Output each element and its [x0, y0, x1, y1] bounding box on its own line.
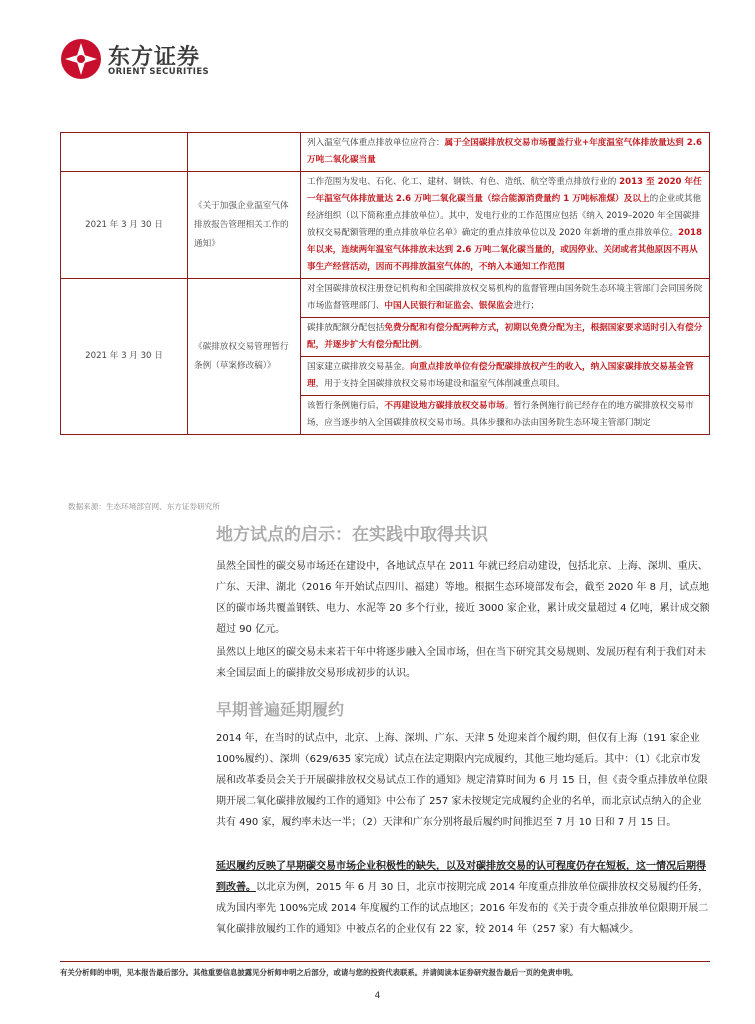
footer-divider [60, 961, 710, 962]
company-logo [60, 38, 220, 84]
policy-table [60, 132, 710, 435]
body-paragraph: 虽然以上地区的碳交易未来若干年中将逐步融入全国市场，但在当下研究其交易规则、发展历程有利于我们对未来全国层面上的碳排放交易形成初步的认识。 [216, 647, 706, 679]
page-number: 4 [374, 991, 381, 1001]
highlight-text: 中国人民银行和证监会、银保监会 [384, 301, 514, 311]
cell-text: 对全国碳排放权注册登记机构和全国碳排放权交易机构的监督管理由国务院生态环境主管部门会同国务院市场监督管理部门、 [307, 284, 703, 311]
cell-text: 。暂行条例施行前已经存在的地方碳排放权交易市场，应当逐步纳入全国碳排放权交易市场。具体步骤和办法由国务院生态环境主管部门制定 [307, 401, 694, 428]
orient-logo-icon [60, 38, 102, 80]
disclaimer-footer: 有关分析师的申明，见本报告最后部分。其他重要信息披露见分析师申明之后部分，或请与您的投资代表联系。并请阅读本证券研究报告最后一页的免责申明。 [60, 968, 578, 977]
logo-name-en: ORIENT SECURITIES [108, 67, 210, 77]
table-cell-content [301, 172, 710, 279]
cell-text: 该暂行条例施行后， [307, 401, 385, 411]
table-cell-date: 2021 年 3 月 30 日 [61, 279, 188, 435]
subsection-heading: 早期普遍延期履约 [216, 700, 345, 719]
table-cell-name: 《碳排放权交易管理暂行条例（草案修改稿）》 [188, 279, 301, 435]
cell-text: 的企业或其他经济组织（以下简称重点排放单位）。其中，发电行业的工作范围应包括《纳入 2019–2020 年全国碳排放权交易配额管理的重点排放单位名单》确定的重点排放单位以及 2020 年新增的重点排放单位。 [307, 194, 702, 238]
body-paragraph [216, 856, 710, 940]
table-cell-content [301, 396, 710, 435]
table-cell-name: 《关于加强企业温室气体排放报告管理相关工作的通知》 [188, 172, 301, 279]
body-paragraph: 虽然全国性的碳交易市场还在建设中，各地试点早在 2011 年就已经启动建设，包括北京、上海、深圳、重庆、广东、天津、湖北（2016 年开始试点四川、福建）等地。根据生态环境部发布会，截至 2020 年 8 月，试点地区的碳市场共覆盖钢铁、电力、水泥等 20 多个行业，接近 3000 家企业，累计成交量超过 4 亿吨，累计成交额超过 90 亿元。 [216, 561, 710, 635]
highlight-text: 2018 年以来，连续两年温室气体排放未达到 2.6 万吨二氧化碳当量的，或因停业、关闭或者其他原因不再从事生产经营活动，因而不再排放温室气体的，不纳入本通知工作范围 [307, 228, 703, 272]
table-cell-content [301, 318, 710, 357]
table-cell-name [188, 133, 301, 172]
highlight-text: 向重点排放单位有偿分配碳排放权产生的收入，纳入国家碳排放交易基金管理 [307, 362, 694, 389]
table-cell-date: 2021 年 3 月 30 日 [61, 172, 188, 279]
table-cell-date [61, 133, 188, 172]
table-source-note: 数据来源：生态环境部官网、东方证券研究所 [68, 502, 220, 511]
cell-text: 进行； [513, 301, 540, 311]
highlight-text: 属于全国碳排放权交易市场覆盖行业+年度温室气体排放量达到 2.6 万吨二氧化碳当量 [307, 138, 702, 165]
highlight-text: 免费分配和有偿分配两种方式，初期以免费分配为主，根据国家要求适时引入有偿分配，并逐步扩大有偿分配比例 [307, 323, 703, 350]
cell-text: 国家建立碳排放交易基金。 [307, 362, 411, 372]
highlight-text: 不再建设地方碳排放权交易市场 [384, 401, 505, 411]
table-row [61, 172, 710, 279]
table-cell-content [301, 133, 710, 172]
logo-name-cn: 东方证券 [108, 45, 201, 70]
table-row [61, 279, 710, 318]
cell-text: 工作范围为发电、石化、化工、建材、钢铁、有色、造纸、航空等重点排放行业的 [307, 177, 620, 187]
table-cell-content [301, 279, 710, 318]
emphasis-text: 延迟履约反映了早期碳交易市场企业积极性的缺失，以及对碳排放交易的认可程度仍存在短板，这一情况后期得到改善。 [216, 861, 706, 893]
highlight-text: 2013 至 2020 年任一年温室气体排放量达 2.6 万吨二氧化碳当量（综合能源消费量约 1 万吨标准煤）及以上 [307, 177, 702, 204]
body-text: 以北京为例，2015 年 6 月 30 日，北京市按期完成 2014 年度重点排放单位碳排放权交易履约任务，成为国内率先 100%完成 2014 年度履约工作的试点地区；2016 年发布的《关于责令重点排放单位限期开展二氧化碳排放履约工作的通知》中被点名的企业仅有 22 家，较 2014 年（257 家）有大幅减少。 [216, 882, 709, 935]
table-cell-content [301, 357, 710, 396]
section-heading: 地方试点的启示：在实践中取得共识 [216, 525, 488, 545]
cell-text: 。 [418, 340, 428, 350]
cell-text: ，用于支持全国碳排放权交易市场建设和温室气体削减重点项目。 [315, 379, 565, 389]
table-row [61, 133, 710, 172]
cell-text: 碳排放配额分配包括 [307, 323, 385, 333]
body-paragraph: 2014 年，在当时的试点中，北京、上海、深圳、广东、天津 5 处迎来首个履约期，但仅有上海（191 家企业 100%履约）、深圳（629/635 家完成）试点在法定期限内完成履约，其他三地均延后。其中：（1）《北京市发展和改革委员会关于开展碳排放权交易试点工作的通知》规定清算时间为 6 月 15 日，但《责令重点排放单位限期开展二氧化碳排放履约工作的通知》中公布了 257 家未按规定完成履约企业的名单，而北京试点纳入的企业共有 490 家，履约率未达一半；（2）天津和广东分别将最后履约时间推迟至 7 月 10 日和 7 月 15 日。 [216, 733, 708, 828]
cell-text: 列入温室气体重点排放单位应符合： [307, 138, 445, 148]
